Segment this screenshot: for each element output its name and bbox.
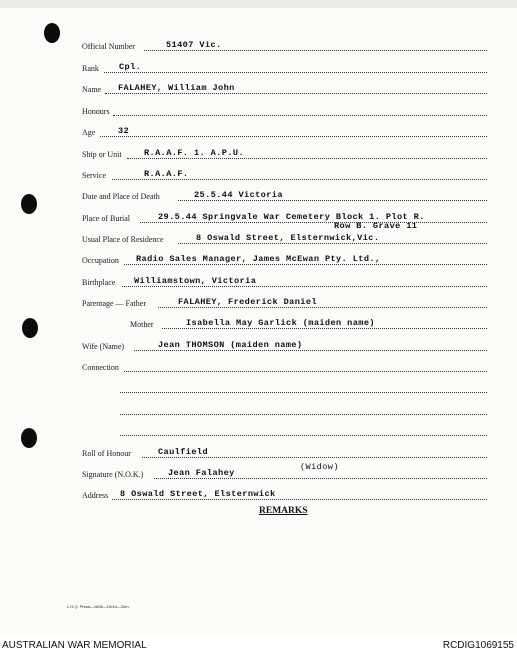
field-value: FALAHEY, Frederick Daniel [178, 297, 317, 307]
field-value: FALAHEY, William John [118, 83, 235, 93]
field-label: Rank [82, 64, 99, 73]
field-value: 29.5.44 Springvale War Cemetery Block 1. Plot R. [158, 212, 425, 222]
field-label: Usual Place of Residence [82, 235, 164, 244]
connection-line [120, 422, 487, 438]
field-value: Jean Falahey [168, 468, 235, 478]
field-label: Mother [130, 320, 154, 329]
field-usual-residence [82, 230, 487, 246]
field-date-place-death [82, 187, 487, 203]
connection-line [120, 379, 487, 395]
remarks-heading: REMARKS [259, 506, 308, 516]
field-value: R.A.A.F. 1. A.P.U. [144, 148, 245, 158]
field-label: Service [82, 171, 106, 180]
field-value: Isabella May Garlick (maiden name) [186, 318, 375, 328]
field-value: 8 Oswald Street, Elsternwick [120, 489, 276, 499]
archive-footer [0, 635, 517, 654]
field-age [82, 123, 487, 139]
field-value: 51407 Vic. [166, 40, 222, 50]
field-value: R.A.A.F. [144, 169, 189, 179]
signature-note: (Widow) [300, 462, 339, 472]
field-label: Address [82, 491, 109, 500]
field-value: Radio Sales Manager, James McEwan Pty. Ltd., [136, 254, 381, 264]
field-value: Williamstown, Victoria [134, 276, 257, 286]
punch-hole [21, 428, 37, 448]
field-father [82, 294, 487, 310]
field-service [82, 166, 487, 182]
field-label: Date and Place of Death [82, 192, 160, 201]
field-address [82, 486, 487, 502]
field-label: Birthplace [82, 278, 116, 287]
field-ship-or-unit [82, 145, 487, 161]
field-label: Roll of Honour [82, 449, 131, 458]
scan-edge [0, 0, 517, 8]
field-label: Wife (Name) [82, 342, 125, 351]
field-label: Parentage — Father [82, 299, 146, 308]
field-roll-of-honour [82, 444, 487, 460]
field-connection [82, 358, 487, 374]
field-place-of-burial [82, 209, 487, 225]
field-birthplace [82, 273, 487, 289]
field-label: Official Number [82, 42, 135, 51]
field-label: Honours [82, 107, 110, 116]
field-value: Caulfield [158, 447, 209, 457]
field-value: 25.5.44 Victoria [194, 190, 283, 200]
footer-institution: AUSTRALIAN WAR MEMORIAL [2, 640, 147, 651]
field-label: Ship or Unit [82, 150, 122, 159]
field-mother [130, 315, 487, 331]
footer-record-id: RCDIG1069155 [442, 640, 514, 651]
printer-note: L.H.Q. Press—1655—10/44—20m. [67, 604, 130, 609]
punch-hole [22, 318, 38, 338]
field-label: Occupation [82, 256, 119, 265]
field-official-number [82, 37, 487, 53]
field-wife [82, 337, 487, 353]
field-name [82, 80, 487, 96]
field-label: Place of Burial [82, 214, 130, 223]
connection-line [120, 401, 487, 417]
field-label: Name [82, 85, 102, 94]
field-value: 32 [118, 126, 130, 136]
burial-value-line2: Row B. Grave 11 [334, 221, 418, 231]
field-honours [82, 102, 487, 118]
field-label: Signature (N.O.K.) [82, 470, 144, 479]
field-label: Age [82, 128, 96, 137]
field-value: Jean THOMSON (maiden name) [158, 340, 303, 350]
field-rank [82, 59, 487, 75]
punch-hole [21, 194, 37, 214]
field-signature [82, 465, 487, 481]
punch-hole [44, 23, 60, 43]
field-occupation [82, 251, 487, 267]
field-value: 8 Oswald Street, Elsternwick,Vic. [196, 233, 380, 243]
field-label: Connection [82, 363, 119, 372]
field-value: Cpl. [119, 62, 142, 72]
